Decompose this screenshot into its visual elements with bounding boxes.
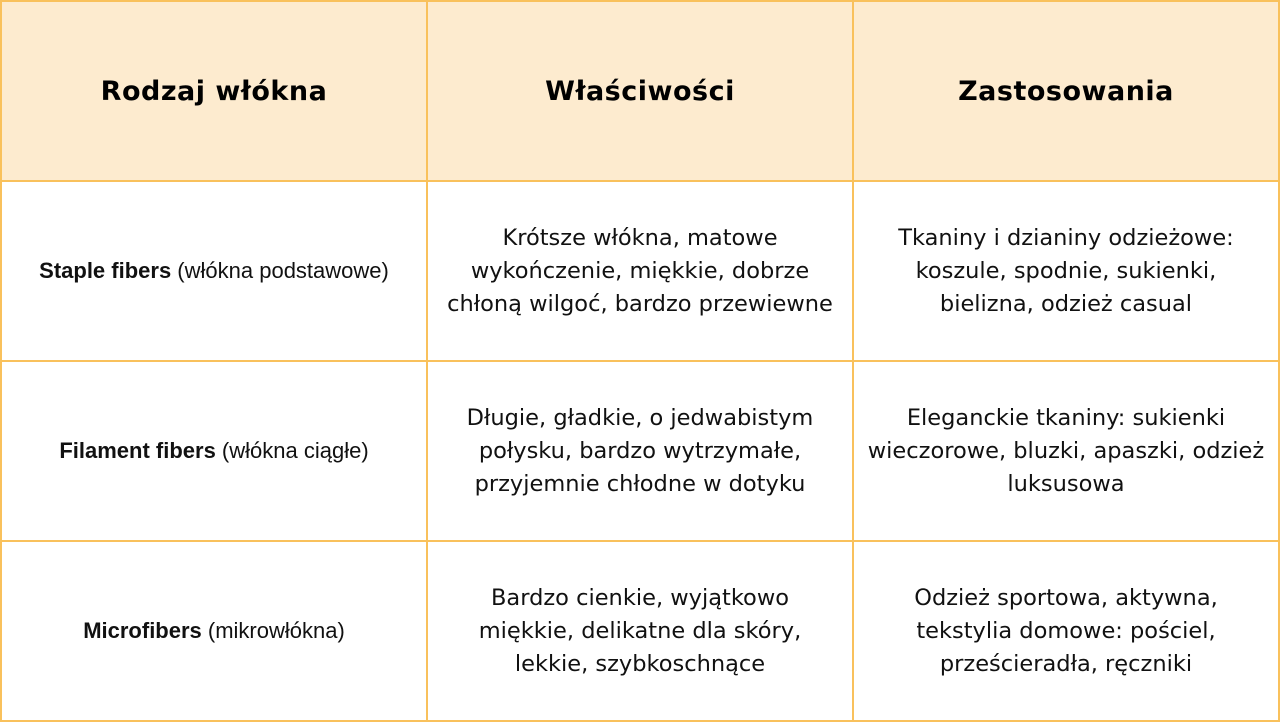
- fiber-type-name: Filament fibers: [59, 438, 216, 463]
- table-row: [1, 181, 1279, 361]
- uses-cell: Odzież sportowa, aktywna, tekstylia domowe: pościel, prześcieradła, ręczniki: [853, 541, 1279, 721]
- uses-cell: Eleganckie tkaniny: sukienki wieczorowe, bluzki, apaszki, odzież luksusowa: [853, 361, 1279, 541]
- fiber-type-note: (włókna ciągłe): [215, 438, 369, 463]
- fiber-type-name: Staple fibers: [39, 258, 172, 283]
- properties-cell: Bardzo cienkie, wyjątkowo miękkie, delikatne dla skóry, lekkie, szybkoschnące: [427, 541, 853, 721]
- header-uses: Zastosowania: [853, 1, 1279, 181]
- header-properties: Właściwości: [427, 1, 853, 181]
- fiber-type-cell: [1, 181, 427, 361]
- fiber-type-name: Microfibers: [83, 618, 202, 643]
- fiber-type-note: (mikrowłókna): [201, 618, 345, 643]
- properties-cell: Krótsze włókna, matowe wykończenie, miękkie, dobrze chłoną wilgoć, bardzo przewiewne: [427, 181, 853, 361]
- table-row: [1, 361, 1279, 541]
- fiber-type-note: (włókna podstawowe): [171, 258, 389, 283]
- fiber-type-cell: [1, 361, 427, 541]
- header-row: [1, 1, 1279, 181]
- fiber-type-cell: [1, 541, 427, 721]
- header-fiber-type: Rodzaj włókna: [1, 1, 427, 181]
- table-row: [1, 541, 1279, 721]
- uses-cell: Tkaniny i dzianiny odzieżowe: koszule, spodnie, sukienki, bielizna, odzież casual: [853, 181, 1279, 361]
- properties-cell: Długie, gładkie, o jedwabistym połysku, bardzo wytrzymałe, przyjemnie chłodne w dotyku: [427, 361, 853, 541]
